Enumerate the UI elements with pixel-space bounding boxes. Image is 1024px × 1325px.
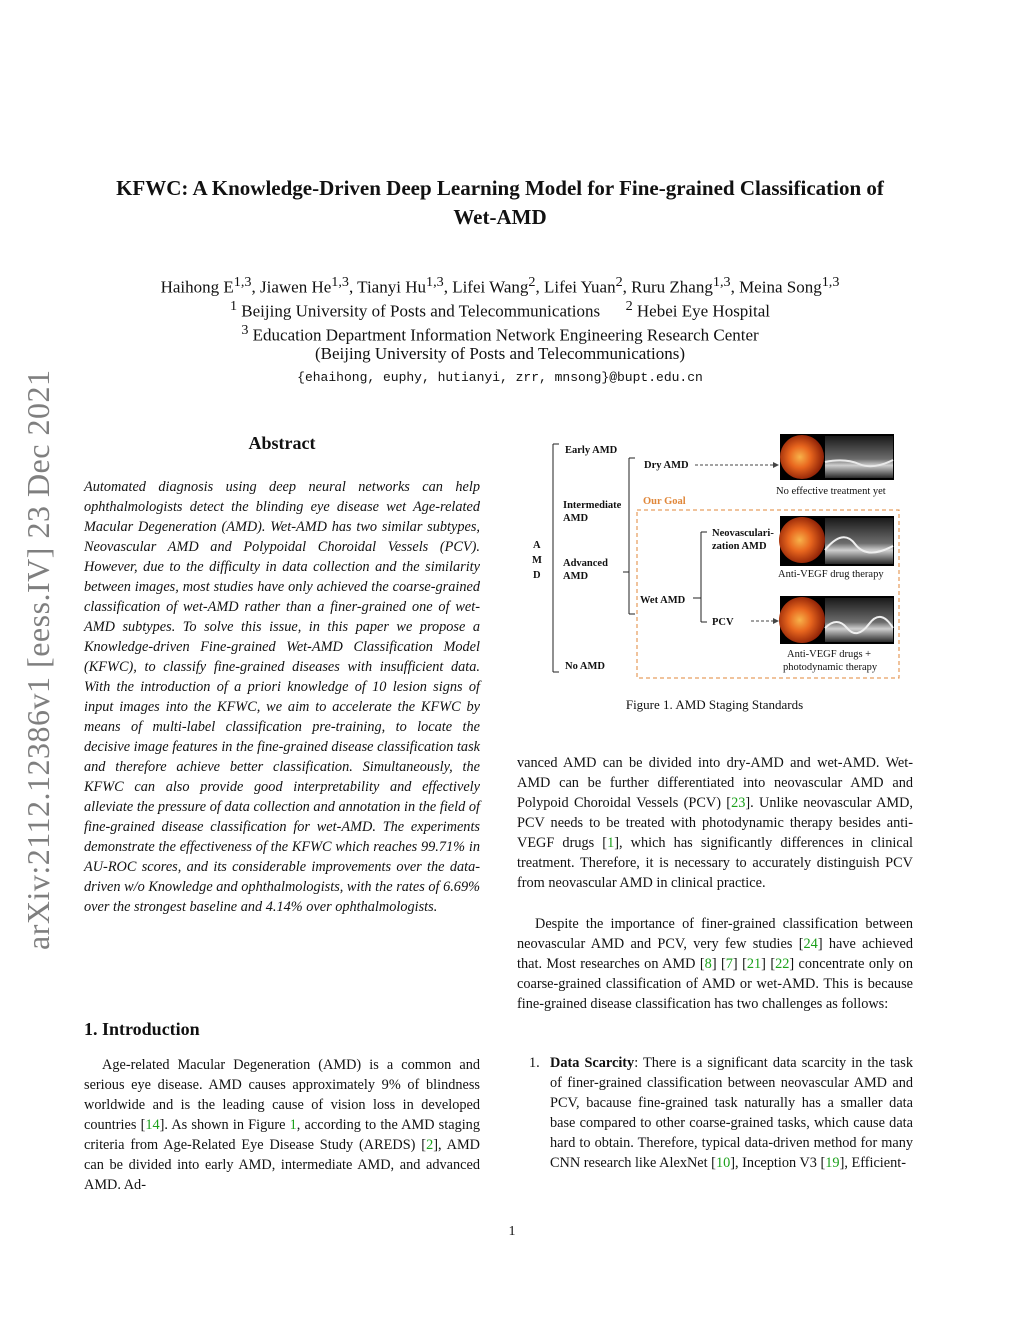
arxiv-identifier: arXiv:2112.12386v1 [eess.IV] 23 Dec 2021 [20, 369, 56, 950]
author: Ruru Zhang [631, 277, 713, 297]
challenge-list [517, 1053, 913, 1173]
citation-link[interactable]: 19 [825, 1155, 840, 1171]
citation-link[interactable]: 21 [746, 956, 762, 972]
author: Tianyi Hu [357, 277, 426, 297]
citation-link[interactable]: 10 [715, 1155, 731, 1171]
caption-dry-treatment: No effective treatment yet [776, 486, 886, 497]
author-emails: {ehaihong, euphy, hutianyi, zrr, mnsong}@bupt.edu.cn [297, 370, 703, 385]
author: Lifei Yuan [543, 277, 616, 297]
affiliation-hebei: Hebei Eye Hospital [636, 301, 771, 321]
author-affiliation-marker: 2 [528, 274, 536, 290]
author-affiliation-marker: 2 [615, 274, 623, 290]
caption-pcv-treatment-2: photodynamic therapy [783, 662, 878, 673]
list-item-data-scarcity: Data Scarcity: There is a significant data scarcity in the task of finer-grained classification between neovascular AMD and PCV, bacause fine-grained task naturally has a smaller data base compared to other coarse-grained tasks, which cause data hard to obtain. Therefore, typical data-driven method for many CNN research like AlexNet [10], Inception V3 [19], Efficient- [550, 1055, 913, 1171]
label-dry-amd: Dry AMD [644, 460, 689, 471]
citation-link[interactable]: 14 [145, 1117, 160, 1133]
fundus-image-pcv [779, 597, 825, 643]
caption-pcv-treatment-1: Anti-VEGF drugs + [787, 649, 872, 660]
figure-caption: Figure 1. AMD Staging Standards [625, 697, 804, 712]
label-no-amd: No AMD [565, 661, 605, 672]
affiliation-line-3: (Beijing University of Posts and Telecommunications) [314, 344, 686, 363]
abstract-heading: Abstract [248, 433, 316, 453]
figure-amd-staging [525, 432, 915, 684]
oct-image-dry [825, 436, 893, 478]
label-intermediate-amd-1: Intermediate [563, 500, 622, 511]
label-neovascularization-1: Neovasculari- [712, 528, 774, 539]
image-dry-amd [780, 434, 894, 480]
list-item-title: Data Scarcity [550, 1055, 635, 1071]
author-list: Haihong E$^{1,3}$, Jiawen He$^{1,3}$, Tianyi Hu$^{1,3}$, Lifei Wang$^2$, Lifei Yuan$^2$, Ruru Zhang$^{1,3}$, Meina Song$^{1,3}$ [160, 274, 840, 297]
citation-link[interactable]: 2 [426, 1137, 434, 1153]
citation-link[interactable]: 7 [725, 956, 733, 972]
list-item-number: 1. [529, 1055, 540, 1071]
intro-paragraph-2: vanced AMD can be divided into dry-AMD and wet-AMD. Wet-AMD can be further differentiated into neovascular AMD and Polypoid Choroidal Vessels (PCV) [23]. Unlike neovascular AMD, PCV needs to be treated with photodynamic therapy besides anti-VEGF drugs [1], which has significantly differences in clinical treatment. Therefore, it is necessary to accurately distinguish PCV from neovascular AMD in clinical practice. [517, 755, 914, 891]
author-affiliation-marker: 1,3 [425, 274, 444, 290]
label-pcv: PCV [712, 617, 734, 628]
author-affiliation-marker: 1,3 [233, 274, 252, 290]
image-neovascular-amd [779, 516, 894, 566]
label-advanced-amd-1: Advanced [563, 558, 608, 569]
author: Haihong E [160, 277, 234, 297]
author-affiliation-marker: 1,3 [821, 274, 840, 290]
citation-link[interactable]: 1 [607, 835, 615, 851]
author: Jiawen He [259, 277, 332, 297]
caption-neovascular-treatment: Anti-VEGF drug therapy [778, 569, 884, 580]
affiliation-marker: 3 [241, 322, 249, 338]
affiliation-bupt: Beijing University of Posts and Telecommunications [241, 301, 601, 321]
author: Meina Song [739, 277, 822, 297]
fundus-image-dry [780, 435, 824, 479]
label-neovascularization-2: zation AMD [712, 541, 767, 552]
oct-image-pcv [825, 598, 893, 642]
figure-link[interactable]: 1 [289, 1117, 297, 1133]
affiliation-marker: 2 [625, 298, 633, 314]
citation-link[interactable]: 24 [803, 936, 818, 952]
affiliation-marker: 1 [229, 298, 238, 314]
abstract-text: Automated diagnosis using deep neural networks can help ophthalmologists detect the blinding eye disease wet Age-related Macular Degeneration (AMD). Wet-AMD has two similar subtypes, Neovascular AMD and Polypoidal Choroidal Vessels (PCV). However, due to the difficulty in data collection and the similarity between images, most studies have only achieved the coarse-grained classification of wet-AMD rather than a finer-grained one of wet-AMD subtypes. To solve this issue, in this paper we propose a Knowledge-driven Fine-grained Wet-AMD Classification Model (KFWC), to classify fine-grained diseases with insufficient data. With the introduction of a priori knowledge of 10 lesion signs of input images into the KFWC, we aim to accelerate the KFWC by means of multi-label classification pre-training, to locate the decisive image features in the fine-grained disease classification task and therefore achieve better classification. Simultaneously, the KFWC can also provide good interpretability and effectively alleviate the pressure of data collection and annotation in the field of fine-grained disease classification for wet-AMD. The experiments demonstrate the effectiveness of the KFWC which reaches 99.71% in AU-ROC scores, and its considerable improvements over the data-driven w/o Knowledge and ophthalmologists, with the rates of 6.69% over the strongest baseline and 4.14% over ophthalmologists. [84, 479, 480, 915]
amd-letter-m: M [532, 555, 542, 566]
author-affiliation-marker: 1,3 [712, 274, 731, 290]
fundus-image-neovascular [779, 517, 825, 563]
citation-link[interactable]: 23 [731, 795, 746, 811]
label-wet-amd: Wet AMD [640, 595, 686, 606]
affiliation-education-dept: Education Department Information Network Engineering Research Center [252, 325, 759, 345]
citation-link[interactable]: 8 [704, 956, 712, 972]
label-early-amd: Early AMD [565, 445, 618, 456]
page-number: 1 [508, 1224, 516, 1239]
citation-link[interactable]: 22 [775, 956, 790, 972]
label-advanced-amd-2: AMD [563, 571, 589, 582]
author-affiliation-marker: 1,3 [331, 274, 349, 290]
intro-paragraph-1: Age-related Macular Degeneration (AMD) is a common and serious eye disease. AMD causes approximately 9% of blindness worldwide and is the leading cause of vision loss in developed countries [14]. As shown in Figure 1, according to the AMD staging criteria from Age-Related Eye Disease Study (AREDS) [2], AMD can be divided into early AMD, intermediate AMD, and advanced AMD. Ad- [84, 1057, 481, 1193]
image-pcv [779, 596, 894, 644]
amd-letter-d: D [533, 570, 541, 581]
label-intermediate-amd-2: AMD [563, 513, 589, 524]
author: Lifei Wang [452, 277, 529, 297]
section-heading-introduction: 1. Introduction [84, 1019, 200, 1039]
label-our-goal: Our Goal [643, 496, 686, 507]
paper-title: KFWC: A Knowledge-Driven Deep Learning Model for Fine-grained Classification of Wet-AMD [116, 176, 884, 229]
intro-paragraph-3: Despite the importance of finer-grained classification between neovascular AMD and PCV, very few studies [24] have achieved that. Most researches on AMD [8] [7] [21] [22] concentrate only on coarse-grained classification of AMD or wet-AMD. This is because fine-grained disease classification has two challenges as follows: [517, 916, 913, 1012]
amd-letter-a: A [533, 540, 541, 551]
